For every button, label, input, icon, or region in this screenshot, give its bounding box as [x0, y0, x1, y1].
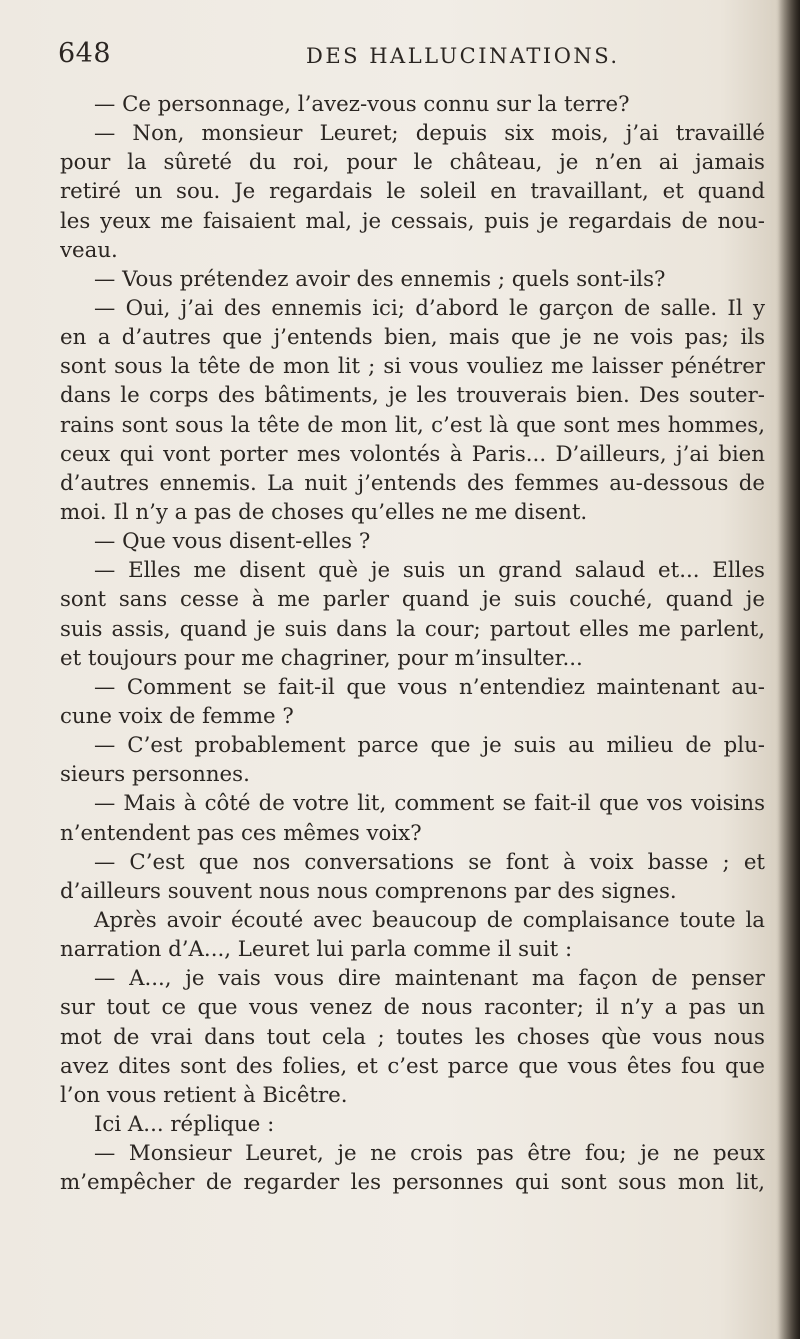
text-line: n’entendent pas ces mêmes voix?: [60, 820, 422, 846]
page-header: [58, 38, 758, 78]
text-line: Ici A... réplique :: [94, 1111, 275, 1137]
text-line: pour la sûreté du roi, pour le château, je n’en ai jamais: [60, 150, 765, 176]
text-line: et toujours pour me chagriner, pour m’insulter...: [60, 645, 583, 671]
text-line: sieurs personnes.: [60, 762, 250, 788]
text-line: Après avoir écouté avec beaucoup de complaisance toute la: [94, 907, 765, 933]
text-line: — Elles me disent què je suis un grand salaud et... Elles: [94, 558, 765, 584]
text-line: rains sont sous la tête de mon lit, c’est là que sont mes hommes,: [60, 412, 765, 438]
text-line: sur tout ce que vous venez de nous raconter; il n’y a pas un: [60, 995, 765, 1021]
text-line: suis assis, quand je suis dans la cour; partout elles me parlent,: [60, 616, 765, 642]
text-line: — Non, monsieur Leuret; depuis six mois, j’ai travaillé: [94, 121, 765, 147]
text-line: d’ailleurs souvent nous nous comprenons par des signes.: [60, 878, 677, 904]
body-text: [60, 90, 765, 1197]
text-line: m’empêcher de regarder les personnes qui sont sous mon lit,: [60, 1170, 765, 1196]
text-line: — C’est que nos conversations se font à voix basse ; et: [94, 849, 765, 875]
text-line: — A..., je vais vous dire maintenant ma façon de penser: [94, 966, 765, 992]
text-line: mot de vrai dans tout cela ; toutes les choses qùe vous nous: [60, 1024, 765, 1050]
text-line: ceux qui vont porter mes volontés à Paris... D’ailleurs, j’ai bien: [60, 441, 765, 467]
text-line: — C’est probablement parce que je suis au milieu de plu-: [94, 733, 765, 759]
text-line: — Comment se fait-il que vous n’entendiez maintenant au-: [94, 674, 765, 700]
text-line: moi. Il n’y a pas de choses qu’elles ne me disent.: [60, 499, 588, 525]
text-line: — Que vous disent-elles ?: [94, 529, 371, 555]
text-line: avez dites sont des folies, et c’est parce que vous êtes fou que: [60, 1053, 765, 1079]
text-line: — Ce personnage, l’avez-vous connu sur la terre?: [94, 92, 630, 117]
text-line: — Mais à côté de votre lit, comment se fait-il que vos voisins: [94, 791, 765, 817]
text-line: sont sans cesse à me parler quand je suis couché, quand je: [60, 587, 765, 613]
text-line: sont sous la tête de mon lit ; si vous vouliez me laisser pénétrer: [60, 354, 765, 380]
text-line: retiré un sou. Je regardais le soleil en travaillant, et quand: [60, 179, 765, 205]
text-line: en a d’autres que j’entends bien, mais que je ne vois pas; ils: [60, 325, 765, 351]
running-title: DES HALLUCINATIONS.: [306, 44, 620, 68]
book-spine-shadow: [778, 0, 800, 1339]
text-line: narration d’A..., Leuret lui parla comme il suit :: [60, 937, 573, 963]
text-line: — Oui, j’ai des ennemis ici; d’abord le garçon de salle. Il y: [94, 295, 765, 321]
text-line: veau.: [60, 237, 118, 263]
text-line: cune voix de femme ?: [60, 703, 294, 729]
text-line: les yeux me faisaient mal, je cessais, puis je regardais de nou-: [60, 208, 765, 234]
text-line: l’on vous retient à Bicêtre.: [60, 1082, 348, 1108]
text-line: — Monsieur Leuret, je ne crois pas être fou; je ne peux: [94, 1141, 765, 1167]
text-line: d’autres ennemis. La nuit j’entends des femmes au-dessous de: [60, 470, 765, 496]
text-line: — Vous prétendez avoir des ennemis ; quels sont-ils?: [94, 266, 666, 292]
text-line: dans le corps des bâtiments, je les trouverais bien. Des souter-: [60, 383, 765, 409]
page-number: 648: [58, 38, 112, 69]
